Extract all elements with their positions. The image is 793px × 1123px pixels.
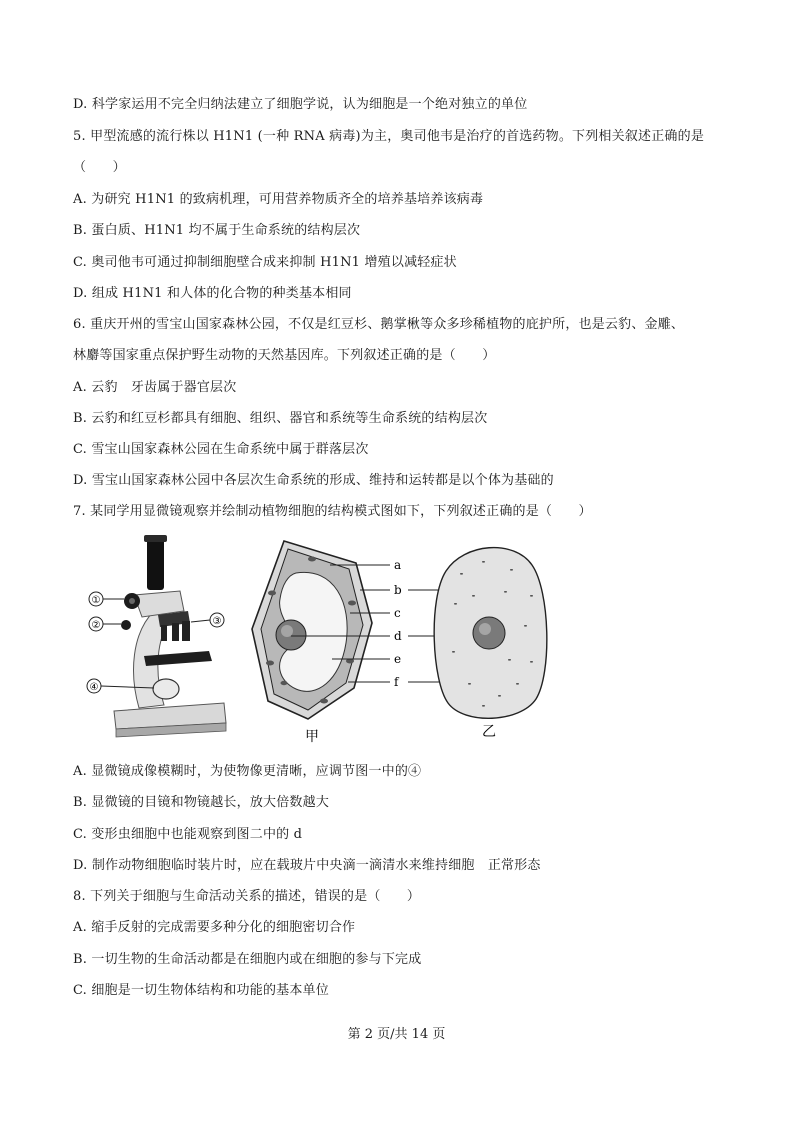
q7-figure [84,533,564,748]
svg-text:②: ② [91,620,101,631]
q5-option-c: C. 奥司他韦可通过抑制细胞壁合成来抑制 H1N1 增殖以减轻症状 [73,255,457,270]
q8-option-a: A. 缩手反射的完成需要多种分化的细胞密切合作 [73,920,356,935]
q5-option-a: A. 为研究 H1N1 的致病机理，可用营养物质齐全的培养基培养该病毒 [73,192,484,207]
q8-option-c: C. 细胞是一切生物体结构和功能的基本单位 [73,983,329,998]
q8-stem: 8. 下列关于细胞与生命活动关系的描述，错误的是（ ） [73,889,421,904]
q8-option-b: B. 一切生物的生命活动都是在细胞内或在细胞的参与下完成 [73,952,422,967]
q5-stem-line2: （ ） [73,160,126,175]
q6-option-c: C. 雪宝山国家森林公园在生命系统中属于群落层次 [73,442,369,457]
svg-text:③: ③ [212,616,222,627]
q5-stem-line1: 5. 甲型流感的流行株以 H1N1 (一种 RNA 病毒)为主，奥司他韦是治疗的首选药物。下列相关叙述正确的是 [73,129,705,144]
q7-option-a: A. 显微镜成像模糊时，为使物像更清晰，应调节图一中的④ [73,764,422,779]
page-footer: 第 2 页/共 14 页 [347,1027,446,1042]
cell-label-a: a [394,558,402,572]
microscope-label-2 [89,617,121,631]
q7-option-b: B. 显微镜的目镜和物镜越长，放大倍数越大 [73,795,330,810]
q6-option-a: A. 云豹 牙齿属于器官层次 [73,380,237,395]
animal-cell-diagram [434,548,547,740]
cell-label-d: d [394,629,402,643]
cell-label-c: c [394,606,401,620]
q5-option-d: D. 组成 H1N1 和人体的化合物的种类基本相同 [73,286,352,301]
svg-text:①: ① [91,595,101,606]
q5-option-b: B. 蛋白质、H1N1 均不属于生命系统的结构层次 [73,223,361,238]
q7-option-d: D. 制作动物细胞临时装片时，应在载玻片中央滴一滴清水来维持细胞 正常形态 [73,858,541,873]
q4-option-d: D. 科学家运用不完全归纳法建立了细胞学说，认为细胞是一个绝对独立的单位 [73,97,528,112]
q6-stem-line1: 6. 重庆开州的雪宝山国家森林公园，不仅是红豆杉、鹅掌楸等众多珍稀植物的庇护所，也是云豹、金雕、 [73,317,685,332]
plant-cell-caption: 甲 [305,729,319,745]
q6-stem-line2: 林麝等国家重点保护野生动物的天然基因库。下列叙述正确的是（ ） [73,348,496,363]
microscope-image [87,535,226,737]
q6-option-b: B. 云豹和红豆杉都具有细胞、组织、器官和系统等生命系统的结构层次 [73,411,488,426]
microscope-label-3 [191,613,224,627]
cell-label-b: b [394,583,402,597]
svg-text:④: ④ [89,682,99,693]
plant-cell-diagram [252,541,402,745]
animal-cell-caption: 乙 [482,724,496,740]
cell-label-f: f [394,675,399,689]
q7-stem: 7. 某同学用显微镜观察并绘制动植物细胞的结构模式图如下，下列叙述正确的是（ ） [73,504,592,519]
q7-option-c: C. 变形虫细胞中也能观察到图二中的 d [73,827,303,842]
q6-option-d: D. 雪宝山国家森林公园中各层次生命系统的形成、维持和运转都是以个体为基础的 [73,473,554,488]
microscope-label-1 [89,592,124,606]
cell-label-e: e [394,652,402,666]
